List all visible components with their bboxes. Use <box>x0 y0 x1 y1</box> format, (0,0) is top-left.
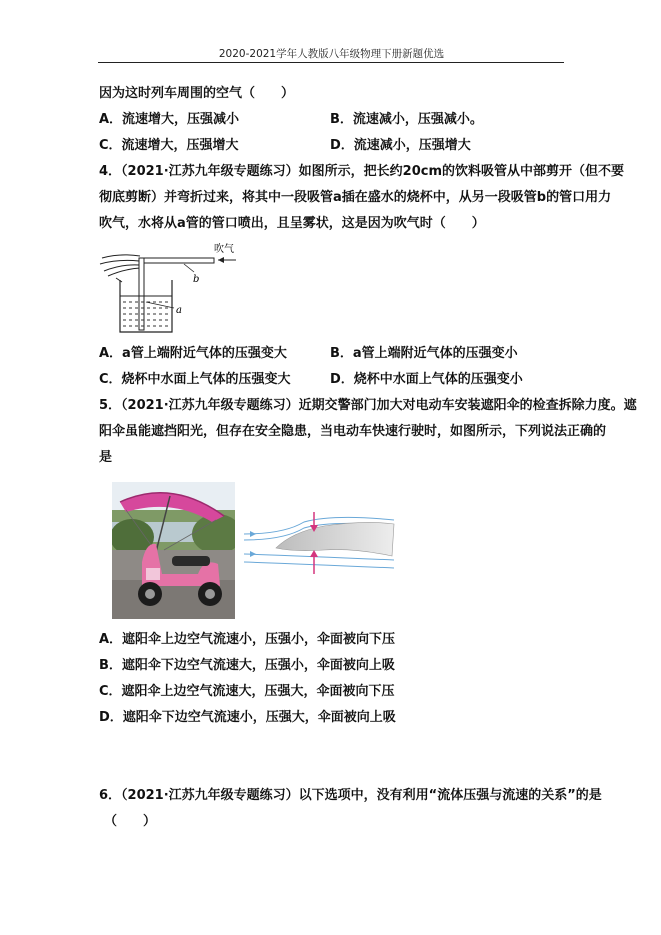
q3-option-b[interactable]: B．流速减小，压强减小。 <box>330 112 483 127</box>
q5-stem-line2: 阳伞虽能遮挡阳光，但存在安全隐患，当电动车快速行驶时，如图所示，下列说法正确的 <box>99 424 607 439</box>
q4-stem-line1: 4．（2021·江苏九年级专题练习）如图所示，把长约20cm的饮料吸管从中部剪开（但不要 <box>99 164 625 179</box>
q5-option-d[interactable]: D．遮阳伞下边空气流速小，压强大，伞面被向上吸 <box>99 710 396 725</box>
q4-option-b[interactable]: B．a管上端附近气体的压强变小 <box>330 346 518 361</box>
q4-stem-line2: 彻底剪断）并弯折过来，将其中一段吸管a插在盛水的烧杯中，从另一段吸管b的管口用力 <box>99 190 612 205</box>
straw-a-label: a <box>176 305 182 316</box>
straw-b-label: b <box>193 274 200 285</box>
q3-stem: 因为这时列车周围的空气（ ） <box>99 86 295 101</box>
header-divider <box>98 62 564 63</box>
q3-option-a[interactable]: A．流速增大，压强减小 <box>99 112 240 127</box>
airflow-diagram <box>244 510 404 576</box>
scooter-umbrella-photo <box>112 482 235 619</box>
q5-stem-line3: 是 <box>99 450 113 465</box>
q5-option-b[interactable]: B．遮阳伞下边空气流速大，压强小，伞面被向上吸 <box>99 658 395 673</box>
straw-beaker-figure <box>96 240 246 336</box>
page-header: 2020-2021学年人教版八年级物理下册新题优选 <box>218 48 445 60</box>
q4-option-d[interactable]: D．烧杯中水面上气体的压强变小 <box>330 372 523 387</box>
q4-option-c[interactable]: C．烧杯中水面上气体的压强变大 <box>99 372 291 387</box>
q4-option-a[interactable]: A．a管上端附近气体的压强变大 <box>99 346 287 361</box>
q5-option-c[interactable]: C．遮阳伞上边空气流速大，压强大，伞面被向下压 <box>99 684 395 699</box>
q6-stem-line2: （ ） <box>104 814 157 829</box>
q5-option-a[interactable]: A．遮阳伞上边空气流速小，压强小，伞面被向下压 <box>99 632 396 647</box>
q4-stem-line3: 吹气，水将从a管的管口喷出，且呈雾状，这是因为吹气时（ ） <box>99 216 485 231</box>
q6-stem-line1: 6．（2021·江苏九年级专题练习）以下选项中，没有利用“流体压强与流速的关系”的是 <box>99 788 602 803</box>
q3-option-d[interactable]: D．流速减小，压强增大 <box>330 138 471 153</box>
blow-label: 吹气 <box>214 244 234 255</box>
q5-stem-line1: 5．（2021·江苏九年级专题练习）近期交警部门加大对电动车安装遮阳伞的检查拆除力度。遮 <box>99 398 637 413</box>
q3-option-c[interactable]: C．流速增大，压强增大 <box>99 138 239 153</box>
